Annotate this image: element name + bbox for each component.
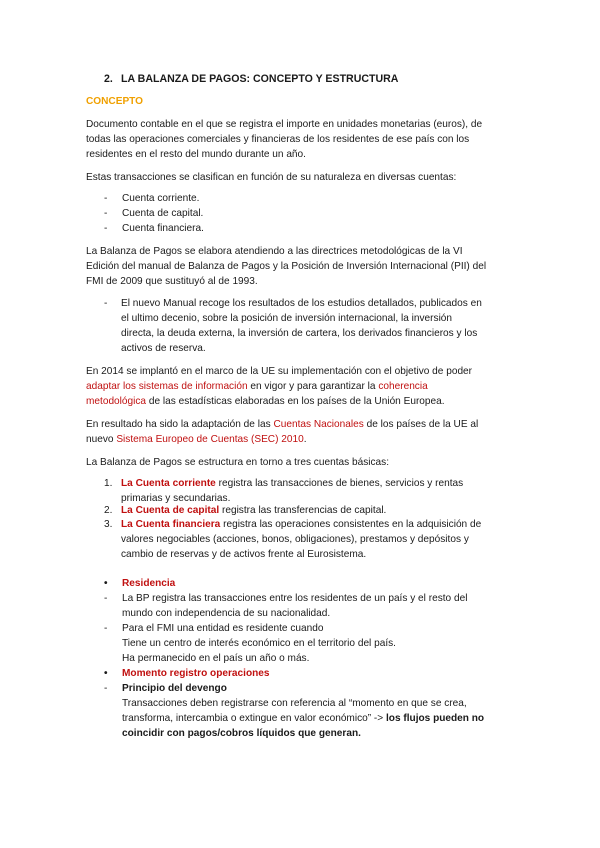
highlight-text: metodológica bbox=[86, 396, 147, 407]
list-item-line: el ultimo decenio, sobre la posición de inversión internacional, la inversión bbox=[121, 313, 453, 324]
account-name: La Cuenta corriente bbox=[121, 478, 216, 489]
list-item-line: La Cuenta de capital registra las transferencias de capital. bbox=[121, 505, 387, 516]
list-item-line: Tiene un centro de interés económico en el territorio del país. bbox=[122, 638, 396, 649]
list-item-line: Para el FMI una entidad es residente cuando bbox=[122, 623, 324, 634]
paragraph-line: adaptar los sistemas de información en vigor y para garantizar la coherencia bbox=[86, 381, 428, 392]
paragraph-line: Documento contable en el que se registra el importe en unidades monetarias (euros), de bbox=[86, 119, 483, 130]
bullet-icon: • bbox=[104, 578, 108, 589]
emphasis-text: los flujos pueden no bbox=[385, 713, 485, 724]
list-dash: - bbox=[104, 298, 108, 309]
list-item-line: primarias y secundarias. bbox=[121, 493, 231, 504]
emphasis-text: coincidir con pagos/cobros líquidos que generan. bbox=[122, 728, 361, 739]
list-item-line: Ha permanecido en el país un año o más. bbox=[122, 653, 310, 664]
list-dash: - bbox=[104, 593, 108, 604]
section-label-concepto: CONCEPTO bbox=[86, 96, 144, 107]
bullet-icon: • bbox=[104, 668, 108, 679]
highlight-text: coherencia bbox=[378, 381, 428, 392]
paragraph-line: La Balanza de Pagos se estructura en torno a tres cuentas básicas: bbox=[86, 457, 389, 468]
list-item-line: El nuevo Manual recoge los resultados de los estudios detallados, publicados en bbox=[121, 298, 482, 309]
list-item: Cuenta corriente. bbox=[122, 193, 200, 204]
account-name: La Cuenta de capital bbox=[121, 505, 220, 516]
list-item-line: transforma, intercambia o extingue en valor económico” -> los flujos pueden no bbox=[122, 713, 485, 724]
list-dash: - bbox=[104, 623, 108, 634]
list-dash: - bbox=[104, 193, 108, 204]
list-dash: - bbox=[104, 683, 108, 694]
list-number: 1. bbox=[104, 478, 113, 489]
paragraph-line: En resultado ha sido la adaptación de las Cuentas Nacionales de los países de la UE al bbox=[86, 419, 479, 430]
paragraph-line: residentes en el resto del mundo durante un año. bbox=[86, 149, 306, 160]
page-title: LA BALANZA DE PAGOS: CONCEPTO Y ESTRUCTURA bbox=[121, 73, 399, 85]
paragraph-line: metodológica de las estadísticas elaboradas en los países de la Unión Europea. bbox=[86, 396, 445, 407]
section-label-residencia: Residencia bbox=[122, 578, 176, 589]
section-label-momento: Momento registro operaciones bbox=[122, 668, 270, 679]
list-item-line: La BP registra las transacciones entre los residentes de un país y el resto del bbox=[122, 593, 468, 604]
list-number: 2. bbox=[104, 505, 113, 516]
list-item-line: La Cuenta financiera registra las operaciones consistentes en la adquisición de bbox=[121, 519, 482, 530]
list-item-line: cambio de reservas y de activos frente al Eurosistema. bbox=[121, 549, 367, 560]
list-item-line: Transacciones deben registrarse con referencia al “momento en que se crea, bbox=[122, 698, 467, 709]
list-item-line: valores negociables (acciones, bonos, obligaciones), prestamos y depósitos y bbox=[121, 534, 469, 545]
list-item: Cuenta de capital. bbox=[122, 208, 204, 219]
paragraph-line: Estas transacciones se clasifican en función de su naturaleza en diversas cuentas: bbox=[86, 172, 457, 183]
list-item-line: directa, la deuda externa, la inversión de cartera, los derivados financieros y los bbox=[121, 328, 478, 339]
list-number: 3. bbox=[104, 519, 113, 530]
list-dash: - bbox=[104, 223, 108, 234]
highlight-text: Cuentas Nacionales bbox=[273, 419, 364, 430]
list-item-line: La Cuenta corriente registra las transacciones de bienes, servicios y rentas bbox=[121, 478, 464, 489]
highlight-text: adaptar los sistemas de información bbox=[86, 381, 248, 392]
paragraph-line: Edición del manual de Balanza de Pagos y la Posición de Inversión Internacional (PII) del bbox=[86, 261, 487, 272]
highlight-text: Sistema Europeo de Cuentas (SEC) 2010 bbox=[116, 434, 304, 445]
list-item-line: mundo con independencia de su nacionalidad. bbox=[122, 608, 331, 619]
list-dash: - bbox=[104, 208, 108, 219]
paragraph-line: La Balanza de Pagos se elabora atendiendo a las directrices metodológicas de la VI bbox=[86, 246, 463, 257]
paragraph-line: nuevo Sistema Europeo de Cuentas (SEC) 2010. bbox=[86, 434, 307, 445]
list-item: Cuenta financiera. bbox=[122, 223, 204, 234]
paragraph-line: todas las operaciones comerciales y financieras de los residentes de ese país con los bbox=[86, 134, 470, 145]
list-item-line: activos de reserva. bbox=[121, 343, 206, 354]
account-name: La Cuenta financiera bbox=[121, 519, 221, 530]
subheading: Principio del devengo bbox=[122, 683, 227, 694]
heading-number: 2. bbox=[104, 73, 113, 85]
paragraph-line: FMI de 2009 que sustituyó al de 1993. bbox=[86, 276, 258, 287]
paragraph-line: En 2014 se implantó en el marco de la UE su implementación con el objetivo de poder bbox=[86, 366, 473, 377]
